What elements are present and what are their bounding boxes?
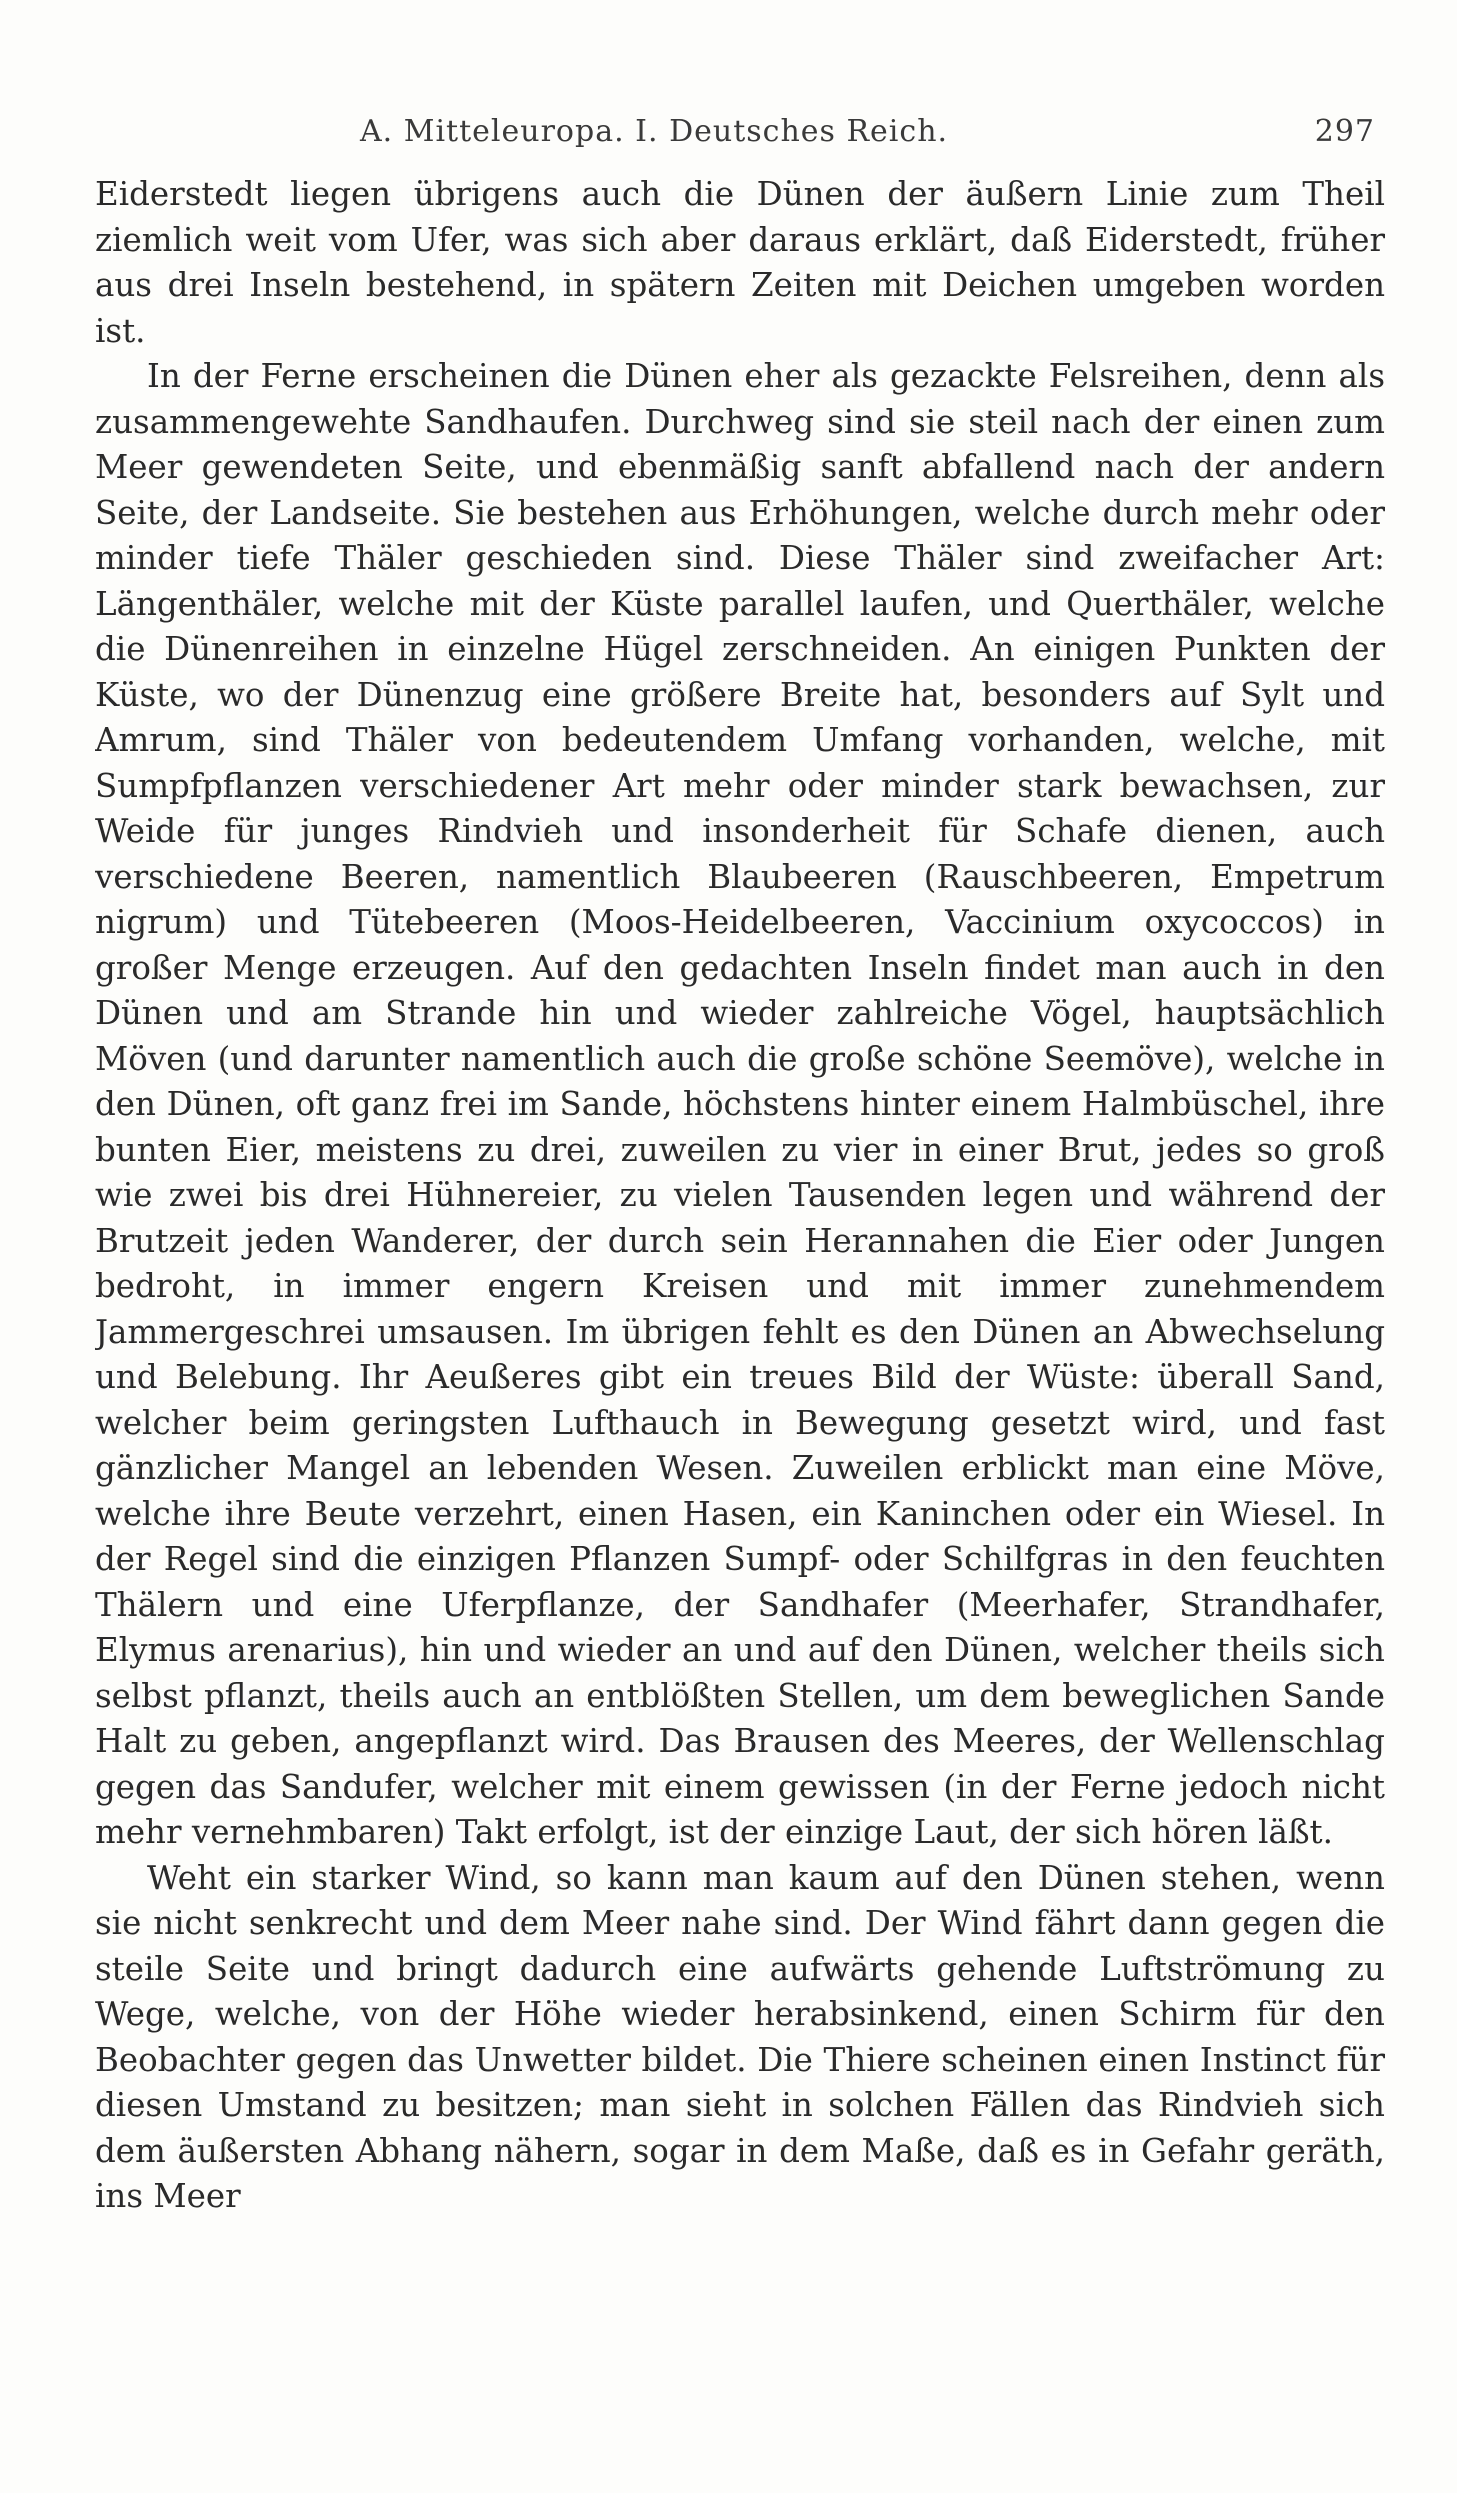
paragraph-dunes-description: In der Ferne erscheinen die Dünen eher als gezackte Felsreihen, denn als zusammengewehte Sandhaufen. Durchweg sind sie steil nach der einen zum Meer gewendeten Seite, und ebenmäßig sanft abfallend nach der andern Seite, der Landseite. Sie bestehen aus Erhöhungen, welche durch mehr oder minder tiefe Thäler geschieden sind. Diese Thäler sind zweifacher Art: Längenthäler, welche mit der Küste parallel laufen, und Querthäler, welche die Dünenreihen in einzelne Hügel zerschneiden. An einigen Punkten der Küste, wo der Dünenzug eine größere Breite hat, besonders auf Sylt und Amrum, sind Thäler von bedeutendem Umfang vorhanden, welche, mit Sumpfpflanzen verschiedener Art mehr oder minder stark bewachsen, zur Weide für junges Rindvieh und insonderheit für Schafe dienen, auch verschiedene Beeren, namentlich Blaubeeren (Rauschbeeren, Empetrum nigrum) und Tütebeeren (Moos-Heidelbeeren, Vaccinium oxycoccos) in großer Menge erzeugen. Auf den gedachten Inseln findet man auch in den Dünen und am Strande hin und wieder zahlreiche Vögel, hauptsächlich Möven (und darunter namentlich auch die große schöne Seemöve), welche in den Dünen, oft ganz frei im Sande, höchstens hinter einem Halmbüschel, ihre bunten Eier, meistens zu drei, zuweilen zu vier in einer Brut, jedes so groß wie zwei bis drei Hühnereier, zu vielen Tausenden legen und während der Brutzeit jeden Wanderer, der durch sein Herannahen die Eier oder Jungen bedroht, in immer engern Kreisen und mit immer zunehmendem Jammergeschrei umsausen. Im übrigen fehlt es den Dünen an Abwechselung und Belebung. Ihr Aeußeres gibt ein treues Bild der Wüste: überall Sand, welcher beim geringsten Lufthauch in Bewegung gesetzt wird, und fast gänzlicher Mangel an lebenden Wesen. Zuweilen erblickt man eine Möve, welche ihre Beute verzehrt, einen Hasen, ein Kaninchen oder ein Wiesel. In der Regel sind die einzigen Pflanzen Sumpf- oder Schilfgras in den feuchten Thälern und eine Uferpflanze, der Sandhafer (Meerhafer, Strandhafer, Elymus arenarius), hin und wieder an und auf den Dünen, welcher theils sich selbst pflanzt, theils auch an entblößten Stellen, um dem beweglichen Sande Halt zu geben, angepflanzt wird. Das Brausen des Meeres, der Wellenschlag gegen das Sandufer, welcher mit einem gewissen (in der Ferne jedoch nicht mehr vernehmbaren) Takt erfolgt, ist der einzige Laut, der sich hören läßt. [95, 357, 1385, 1851]
paragraph-continued: Eiderstedt liegen übrigens auch die Dünen der äußern Linie zum Theil ziemlich weit vom Ufer, was sich aber daraus erklärt, daß Eiderstedt, früher aus drei Inseln bestehend, in spätern Zeiten mit Deichen umgeben worden ist. [95, 175, 1385, 350]
page-number: 297 [1314, 114, 1375, 149]
running-header [90, 106, 1430, 156]
paragraph-wind: Weht ein starker Wind, so kann man kaum auf den Dünen stehen, wenn sie nicht senkrecht und dem Meer nahe sind. Der Wind fährt dann gegen die steile Seite und bringt dadurch eine aufwärts gehende Luftströmung zu Wege, welche, von der Höhe wieder herabsinkend, einen Schirm für den Beobachter gegen das Unwetter bildet. Die Thiere scheinen einen Instinct für diesen Umstand zu besitzen; man sieht in solchen Fällen das Rindvieh sich dem äußersten Abhang nähern, sogar in dem Maße, daß es in Gefahr geräth, ins Meer [95, 1858, 1385, 2215]
body-text [95, 172, 1385, 2442]
chapter-heading: A. Mitteleuropa. I. Deutsches Reich. [360, 114, 949, 149]
